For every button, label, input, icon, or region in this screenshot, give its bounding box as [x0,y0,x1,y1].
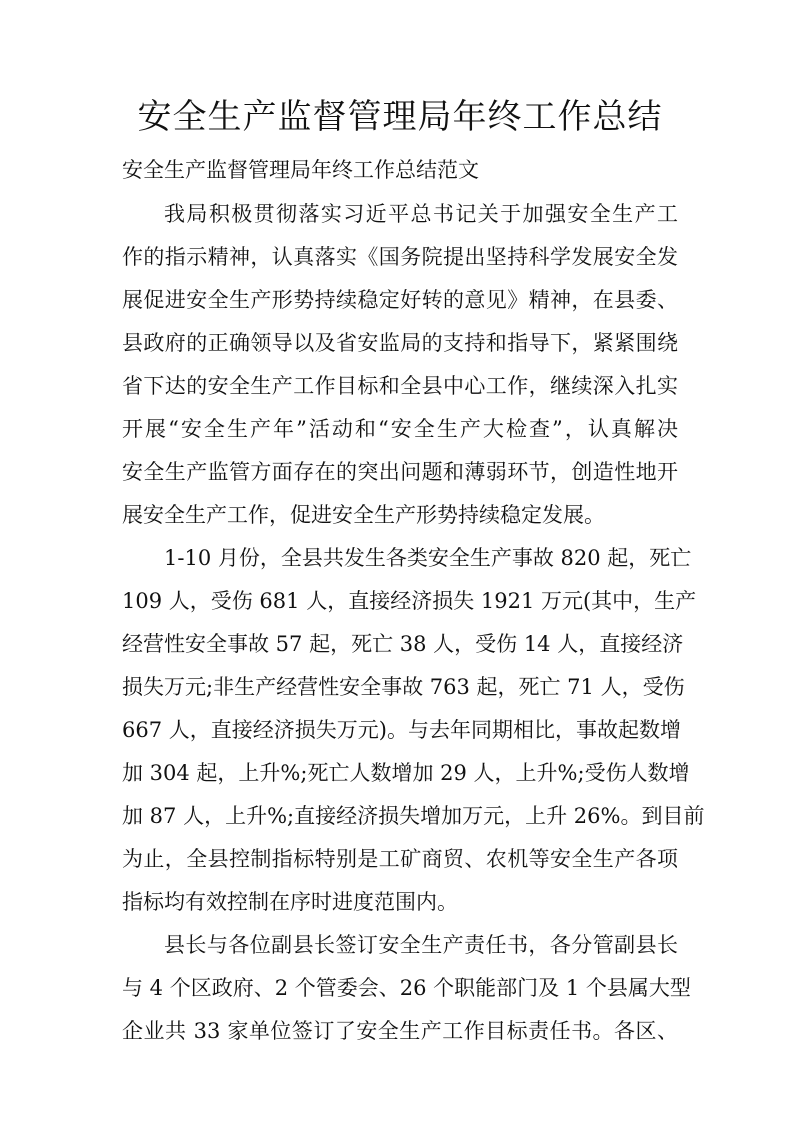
paragraph-2-line-8: 为止，全县控制指标特别是工矿商贸、农机等安全生产各项 [122,847,678,871]
paragraph-1-line-2: 作的指示精神，认真落实《国务院提出坚持科学发展安全发 [122,245,678,269]
paragraph-2-line-7: 加 87 人，上升%;直接经济损失增加万元，上升 26%。到目前 [122,804,705,828]
paragraph-1-line-6: 开展“安全生产年”活动和“安全生产大检查”，认真解决 [122,417,678,441]
paragraph-1-line-4: 县政府的正确领导以及省安监局的支持和指导下，紧紧围绕 [122,331,678,355]
paragraph-1-line-1: 我局积极贯彻落实习近平总书记关于加强安全生产工 [164,202,678,226]
paragraph-3-line-2: 与 4 个区政府、2 个管委会、26 个职能部门及 1 个县属大型 [122,976,691,1000]
paragraph-2-line-2: 109 人，受伤 681 人，直接经济损失 1921 万元(其中，生产 [122,589,697,613]
paragraph-1-line-3: 展促进安全生产形势持续稳定好转的意见》精神，在县委、 [122,288,678,312]
paragraph-1-line-5: 省下达的安全生产工作目标和全县中心工作，继续深入扎实 [122,374,678,398]
document-subtitle: 安全生产监督管理局年终工作总结范文 [122,158,479,182]
paragraph-2-line-3: 经营性安全事故 57 起，死亡 38 人，受伤 14 人，直接经济 [122,632,684,656]
paragraph-2-line-5: 667 人，直接经济损失万元)。与去年同期相比，事故起数增 [122,718,681,742]
document-title: 安全生产监督管理局年终工作总结 [137,97,663,137]
paragraph-3-line-3: 企业共 33 家单位签订了安全生产工作目标责任书。各区、 [122,1019,678,1043]
paragraph-1-line-7: 安全生产监管方面存在的突出问题和薄弱环节，创造性地开 [122,460,678,484]
paragraph-2-line-6: 加 304 起，上升%;死亡人数增加 29 人，上升%;受伤人数增 [122,761,690,785]
paragraph-2-line-1: 1-10 月份，全县共发生各类安全生产事故 820 起，死亡 [164,546,692,570]
paragraph-2-line-9: 指标均有效控制在序时进度范围内。 [122,890,458,914]
paragraph-2-line-4: 损失万元;非生产经营性安全事故 763 起，死亡 71 人，受伤 [122,675,685,699]
paragraph-1-line-8: 展安全生产工作，促进安全生产形势持续稳定发展。 [122,503,605,527]
paragraph-3-line-1: 县长与各位副县长签订安全生产责任书，各分管副县长 [164,933,678,957]
